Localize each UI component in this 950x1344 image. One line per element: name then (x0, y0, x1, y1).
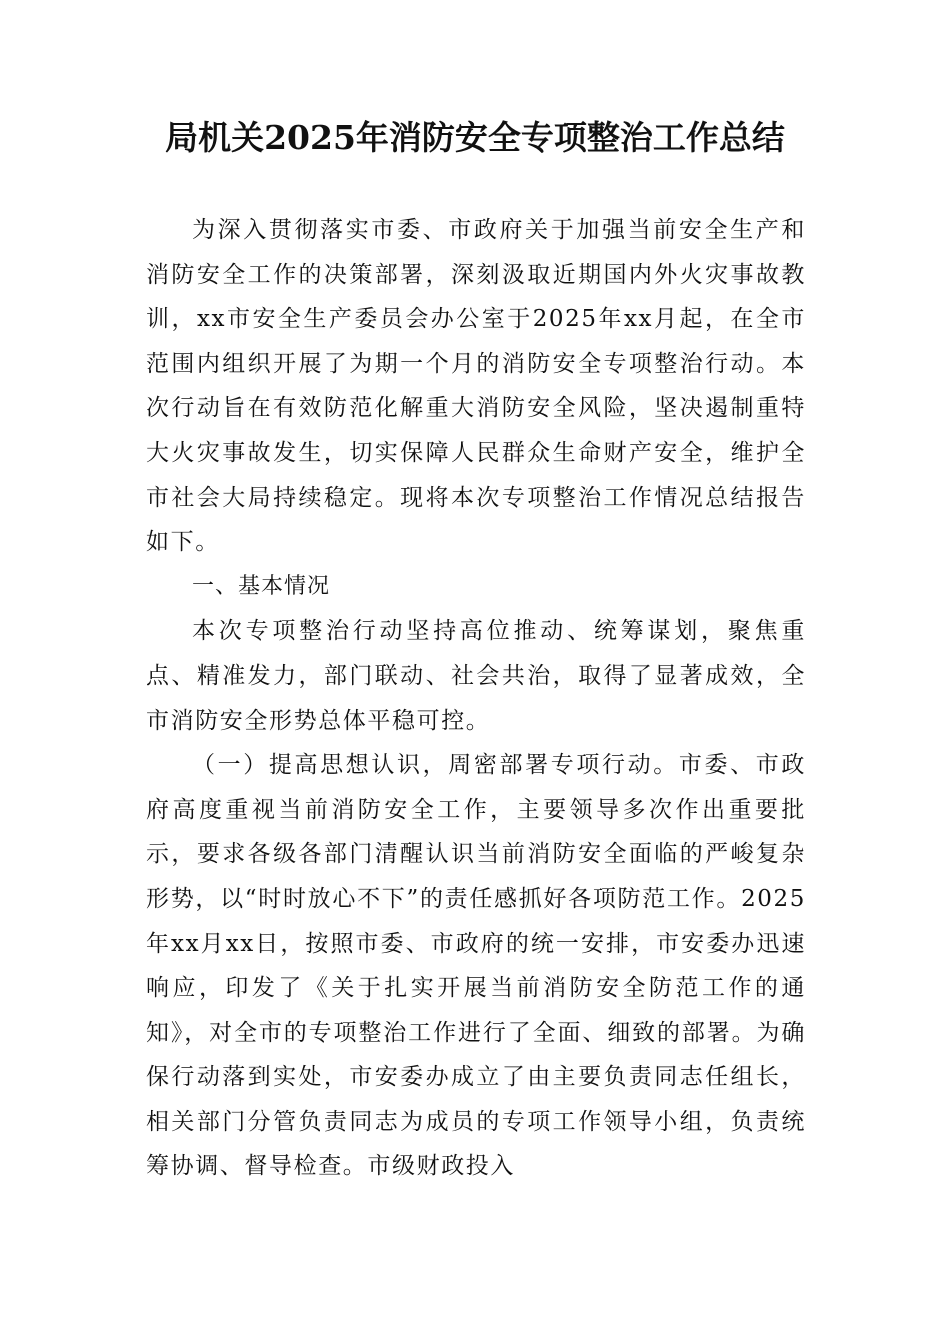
document-title: 局机关2025年消防安全专项整治工作总结 (165, 118, 785, 157)
document-body (146, 208, 806, 1189)
section-heading: 一、基本情况 (192, 573, 331, 599)
subsection-paragraph: （一）提高思想认识，周密部署专项行动。市委、市政府高度重视当前消防安全工作，主要领导多次作出重要批示，要求各级各部门清醒认识当前消防安全面临的严峻复杂形势，以“时时放心不下”的责任感抓好各项防范工作。2025年xx月xx日，按照市委、市政府的统一安排，市安委办迅速响应，印发了《关于扎实开展当前消防安全防范工作的通知》，对全市的专项整治工作进行了全面、细致的部署。为确保行动落到实处，市安委办成立了由主要负责同志任组长，相关部门分管负责同志为成员的专项工作领导小组，负责统筹协调、督导检查。市级财政投入 (146, 752, 806, 1180)
overview-paragraph: 本次专项整治行动坚持高位推动、统筹谋划，聚焦重点、精准发力，部门联动、社会共治，取得了显著成效，全市消防安全形势总体平稳可控。 (146, 618, 806, 734)
intro-paragraph: 为深入贯彻落实市委、市政府关于加强当前安全生产和消防安全工作的决策部署，深刻汲取近期国内外火灾事故教训，xx市安全生产委员会办公室于2025年xx月起，在全市范围内组织开展了为期一个月的消防安全专项整治行动。本次行动旨在有效防范化解重大消防安全风险，坚决遏制重特大火灾事故发生，切实保障人民群众生命财产安全，维护全市社会大局持续稳定。现将本次专项整治工作情况总结报告如下。 (146, 217, 806, 556)
